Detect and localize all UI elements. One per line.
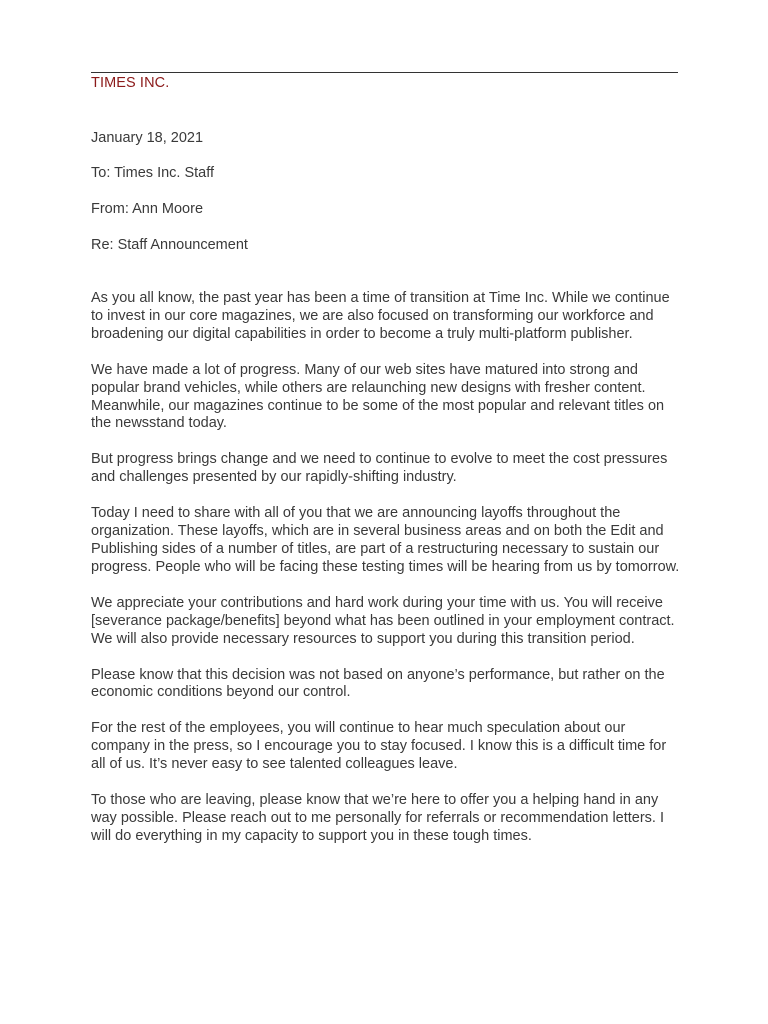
body-paragraph: To those who are leaving, please know that we’re here to offer you a helping hand in any way possible. Please reach out to me personally for referrals or recommendation letters. I will do everything in my capacity to support you in these tough times. [91,792,665,844]
body-paragraph: Today I need to share with all of you that we are announcing layoffs throughout the organization. These layoffs, which are in several business areas and on both the Edit and Publishing sides of a number of titles, are part of a restructuring necessary to sustain our progress. People who will be facing these testing times will be hearing from us by tomorrow. [91,505,680,575]
body-paragraph: As you all know, the past year has been a time of transition at Time Inc. While we continue to invest in our core magazines, we are also focused on transforming our workforce and broadening our digital capabilities in order to become a truly multi-platform publisher. [91,290,670,342]
company-name: TIMES INC. [91,75,170,91]
letter-body [91,290,681,864]
body-paragraph: We appreciate your contributions and hard work during your time with us. You will receive [severance package/benefits] beyond what has been outlined in your employment contract. We will also provide necessary resources to support you during this transition period. [91,594,675,647]
body-paragraph: For the rest of the employees, you will continue to hear much speculation about our company in the press, so I encourage you to stay focused. I know this is a difficult time for all of us. It’s never easy to see talented colleagues leave. [91,720,667,773]
memo-subject: Re: Staff Announcement [91,237,248,253]
body-paragraph: We have made a lot of progress. Many of our web sites have matured into strong and popular brand vehicles, while others are relaunching new designs with fresher content. Meanwhile, our magazines continue to be some of the most popular and relevant titles on the newsstand today. [91,361,665,432]
body-paragraph: Please know that this decision was not based on anyone’s performance, but rather on the economic conditions beyond our control. [91,666,665,701]
memo-date: January 18, 2021 [91,130,204,146]
header-rule [91,72,678,73]
memo-to: To: Times Inc. Staff [91,165,215,181]
body-paragraph: But progress brings change and we need to continue to evolve to meet the cost pressures and challenges presented by our rapidly-shifting industry. [91,451,668,486]
memo-from: From: Ann Moore [91,201,204,217]
